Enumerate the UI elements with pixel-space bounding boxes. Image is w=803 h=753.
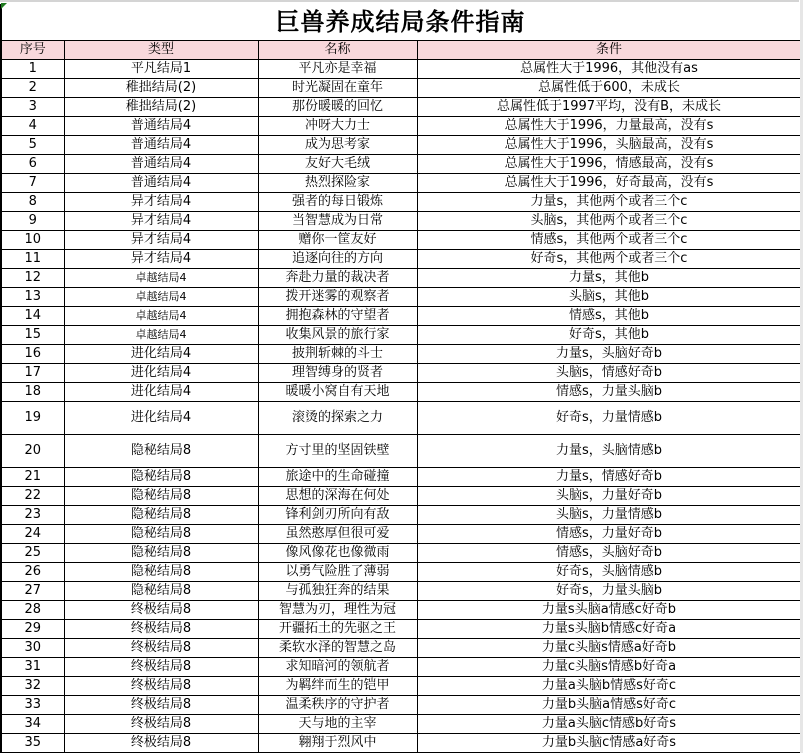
cell-condition[interactable]: 总属性大于1996，好奇最高，没有s [417,174,801,193]
table-row [1,326,801,345]
cell-type[interactable]: 终极结局8 [64,620,258,639]
cell-name[interactable]: 与孤独狂奔的结果 [258,582,417,601]
cell-no[interactable]: 20 [1,435,64,468]
header-no[interactable]: 序号 [1,41,64,60]
cell-type[interactable]: 卓越结局4 [64,269,258,288]
cell-name[interactable]: 柔软水泽的智慧之岛 [258,639,417,658]
cell-no[interactable]: 24 [1,525,64,544]
cell-name[interactable]: 锋利剑刃所向有敌 [258,506,417,525]
cell-name[interactable]: 冲呀大力士 [258,117,417,136]
cell-type[interactable]: 隐秘结局8 [64,487,258,506]
cell-type[interactable]: 终极结局8 [64,715,258,734]
cell-type[interactable]: 卓越结局4 [64,326,258,345]
table-row [1,506,801,525]
table-row [1,288,801,307]
cell-type[interactable]: 终极结局8 [64,601,258,620]
table-row [1,364,801,383]
cell-condition[interactable]: 力量s头脑b情感c好奇a [417,620,801,639]
cell-condition[interactable]: 总属性低于1997平均，没有B，未成长 [417,98,801,117]
cell-no[interactable]: 4 [1,117,64,136]
table-row [1,582,801,601]
cell-condition[interactable]: 情感s，其他b [417,307,801,326]
cell-name[interactable]: 追逐向往的方向 [258,250,417,269]
cell-condition[interactable]: 总属性大于1996，头脑最高，没有s [417,136,801,155]
table-row [1,60,801,79]
cell-name[interactable]: 平凡亦是幸福 [258,60,417,79]
table-row [1,487,801,506]
table-row [1,658,801,677]
cell-no[interactable]: 19 [1,402,64,435]
cell-condition[interactable]: 力量c头脑s情感b好奇a [417,658,801,677]
cell-type[interactable]: 平凡结局1 [64,60,258,79]
cell-no[interactable]: 8 [1,193,64,212]
cell-name[interactable]: 拨开迷雾的观察者 [258,288,417,307]
cell-condition[interactable]: 力量s，其他b [417,269,801,288]
cell-condition[interactable]: 力量a头脑c情感b好奇s [417,715,801,734]
table-row [1,639,801,658]
cell-type[interactable]: 卓越结局4 [64,307,258,326]
table-row [1,136,801,155]
cell-no[interactable]: 32 [1,677,64,696]
cell-name[interactable]: 赠你一筐友好 [258,231,417,250]
table-row [1,468,801,487]
cell-name[interactable]: 理智缚身的贤者 [258,364,417,383]
header-type[interactable]: 类型 [64,41,258,60]
table-row [1,269,801,288]
cell-type[interactable]: 隐秘结局8 [64,468,258,487]
cell-name[interactable]: 成为思考家 [258,136,417,155]
header-row [1,41,801,60]
cell-type[interactable]: 普通结局4 [64,136,258,155]
cell-name[interactable]: 强者的每日锻炼 [258,193,417,212]
cell-condition[interactable]: 力量s，头脑情感b [417,435,801,468]
cell-condition[interactable]: 力量a头脑b情感s好奇c [417,677,801,696]
cell-no[interactable]: 10 [1,231,64,250]
sheet-title[interactable]: 巨兽养成结局条件指南 [0,4,799,40]
cell-name[interactable]: 当智慧成为日常 [258,212,417,231]
cell-no[interactable]: 35 [1,734,64,753]
cell-name[interactable]: 天与地的主宰 [258,715,417,734]
cell-type[interactable]: 隐秘结局8 [64,563,258,582]
cell-type[interactable]: 隐秘结局8 [64,582,258,601]
cell-condition[interactable]: 力量s，头脑好奇b [417,345,801,364]
cell-no[interactable]: 1 [1,60,64,79]
table-row [1,715,801,734]
cell-name[interactable]: 披荆斩棘的斗士 [258,345,417,364]
cell-name[interactable]: 开疆拓土的先驱之王 [258,620,417,639]
cell-name[interactable]: 温柔秩序的守护者 [258,696,417,715]
cell-type[interactable]: 终极结局8 [64,639,258,658]
cell-condition[interactable]: 力量s头脑a情感c好奇b [417,601,801,620]
cell-type[interactable]: 普通结局4 [64,117,258,136]
cell-name[interactable]: 那份暖暖的回忆 [258,98,417,117]
endings-table [0,40,802,753]
table-row [1,544,801,563]
cell-no[interactable]: 5 [1,136,64,155]
table-row [1,734,801,753]
cell-name[interactable]: 以勇气险胜了薄弱 [258,563,417,582]
cell-no[interactable]: 14 [1,307,64,326]
cell-no[interactable]: 15 [1,326,64,345]
cell-condition[interactable]: 总属性大于1996，情感最高，没有s [417,155,801,174]
cell-condition[interactable]: 力量b头脑a情感s好奇c [417,696,801,715]
cell-type[interactable]: 隐秘结局8 [64,525,258,544]
cell-name[interactable]: 思想的深海在何处 [258,487,417,506]
cell-no[interactable]: 23 [1,506,64,525]
cell-name[interactable]: 为羁绊而生的铠甲 [258,677,417,696]
cell-name[interactable]: 时光凝固在童年 [258,79,417,98]
cell-type[interactable]: 异才结局4 [64,250,258,269]
cell-no[interactable]: 22 [1,487,64,506]
cell-type[interactable]: 稚拙结局(2) [64,79,258,98]
cell-condition[interactable]: 力量c头脑s情感a好奇b [417,639,801,658]
cell-condition[interactable]: 总属性大于1996，力量最高，没有s [417,117,801,136]
cell-condition[interactable]: 情感s，力量好奇b [417,525,801,544]
table-row [1,193,801,212]
table-row [1,696,801,715]
cell-type[interactable]: 进化结局4 [64,345,258,364]
table-row [1,345,801,364]
cell-name[interactable]: 像风像花也像微雨 [258,544,417,563]
table-row [1,155,801,174]
table-row [1,79,801,98]
cell-no[interactable]: 26 [1,563,64,582]
cell-condition[interactable]: 情感s，力量头脑b [417,383,801,402]
cell-name[interactable]: 滚烫的探索之力 [258,402,417,435]
cell-no[interactable]: 29 [1,620,64,639]
table-row [1,601,801,620]
cell-name[interactable]: 暖暖小窝自有天地 [258,383,417,402]
cell-type[interactable]: 普通结局4 [64,155,258,174]
cell-condition[interactable]: 总属性大于1996，其他没有as [417,60,801,79]
cell-name[interactable]: 奔赴力量的裁决者 [258,269,417,288]
cell-type[interactable]: 隐秘结局8 [64,506,258,525]
cell-type[interactable]: 异才结局4 [64,193,258,212]
table-row [1,231,801,250]
cell-condition[interactable]: 头脑s，情感好奇b [417,364,801,383]
cell-no[interactable]: 7 [1,174,64,193]
cell-no[interactable]: 13 [1,288,64,307]
cell-condition[interactable]: 情感s，头脑好奇b [417,544,801,563]
cell-condition[interactable]: 情感s，其他两个或者三个c [417,231,801,250]
table-row [1,563,801,582]
cell-name[interactable]: 智慧为刃，理性为冠 [258,601,417,620]
cell-type[interactable]: 终极结局8 [64,696,258,715]
cell-condition[interactable]: 头脑s，其他b [417,288,801,307]
cell-no[interactable]: 28 [1,601,64,620]
cell-type[interactable]: 异才结局4 [64,231,258,250]
cell-no[interactable]: 33 [1,696,64,715]
table-row [1,402,801,435]
cell-condition[interactable]: 好奇s，其他b [417,326,801,345]
cell-type[interactable]: 卓越结局4 [64,288,258,307]
cell-no[interactable]: 27 [1,582,64,601]
cell-no[interactable]: 6 [1,155,64,174]
table-row [1,620,801,639]
table-row [1,383,801,402]
cell-name[interactable]: 翱翔于烈风中 [258,734,417,753]
cell-note-indicator-icon [1,3,7,9]
cell-type[interactable]: 进化结局4 [64,402,258,435]
header-name[interactable]: 名称 [258,41,417,60]
cell-no[interactable]: 11 [1,250,64,269]
cell-type[interactable]: 异才结局4 [64,212,258,231]
cell-condition[interactable]: 力量s，情感好奇b [417,468,801,487]
cell-type[interactable]: 进化结局4 [64,383,258,402]
cell-type[interactable]: 终极结局8 [64,734,258,753]
cell-no[interactable]: 21 [1,468,64,487]
cell-type[interactable]: 终极结局8 [64,658,258,677]
cell-condition[interactable]: 好奇s，其他两个或者三个c [417,250,801,269]
cell-condition[interactable]: 头脑s，力量情感b [417,506,801,525]
cell-type[interactable]: 稚拙结局(2) [64,98,258,117]
cell-no[interactable]: 30 [1,639,64,658]
cell-name[interactable]: 方寸里的坚固铁壁 [258,435,417,468]
cell-no[interactable]: 25 [1,544,64,563]
cell-condition[interactable]: 头脑s，其他两个或者三个c [417,212,801,231]
cell-name[interactable]: 拥抱森林的守望者 [258,307,417,326]
cell-condition[interactable]: 好奇s，头脑情感b [417,563,801,582]
cell-condition[interactable]: 好奇s，力量头脑b [417,582,801,601]
table-row [1,307,801,326]
cell-no[interactable]: 2 [1,79,64,98]
cell-name[interactable]: 热烈探险家 [258,174,417,193]
cell-condition[interactable]: 力量b头脑c情感a好奇s [417,734,801,753]
cell-type[interactable]: 进化结局4 [64,364,258,383]
cell-type[interactable]: 普通结局4 [64,174,258,193]
cell-no[interactable]: 18 [1,383,64,402]
table-row [1,117,801,136]
cell-condition[interactable]: 总属性低于600，未成长 [417,79,801,98]
cell-name[interactable]: 收集风景的旅行家 [258,326,417,345]
table-row [1,435,801,468]
table-row [1,250,801,269]
table-row [1,677,801,696]
cell-name[interactable]: 友好大毛绒 [258,155,417,174]
table-row [1,98,801,117]
cell-type[interactable]: 终极结局8 [64,677,258,696]
table-row [1,525,801,544]
cell-no[interactable]: 16 [1,345,64,364]
cell-no[interactable]: 34 [1,715,64,734]
cell-no[interactable]: 3 [1,98,64,117]
header-condition[interactable]: 条件 [417,41,801,60]
cell-no[interactable]: 9 [1,212,64,231]
cell-no[interactable]: 31 [1,658,64,677]
table-row [1,174,801,193]
cell-condition[interactable]: 头脑s，力量好奇b [417,487,801,506]
cell-name[interactable]: 虽然憨厚但很可爱 [258,525,417,544]
table-body [1,60,801,753]
cell-type[interactable]: 隐秘结局8 [64,435,258,468]
cell-no[interactable]: 12 [1,269,64,288]
cell-name[interactable]: 求知暗河的领航者 [258,658,417,677]
cell-condition[interactable]: 力量s，其他两个或者三个c [417,193,801,212]
cell-name[interactable]: 旅途中的生命碰撞 [258,468,417,487]
table-row [1,212,801,231]
cell-condition[interactable]: 好奇s，力量情感b [417,402,801,435]
cell-type[interactable]: 隐秘结局8 [64,544,258,563]
cell-no[interactable]: 17 [1,364,64,383]
